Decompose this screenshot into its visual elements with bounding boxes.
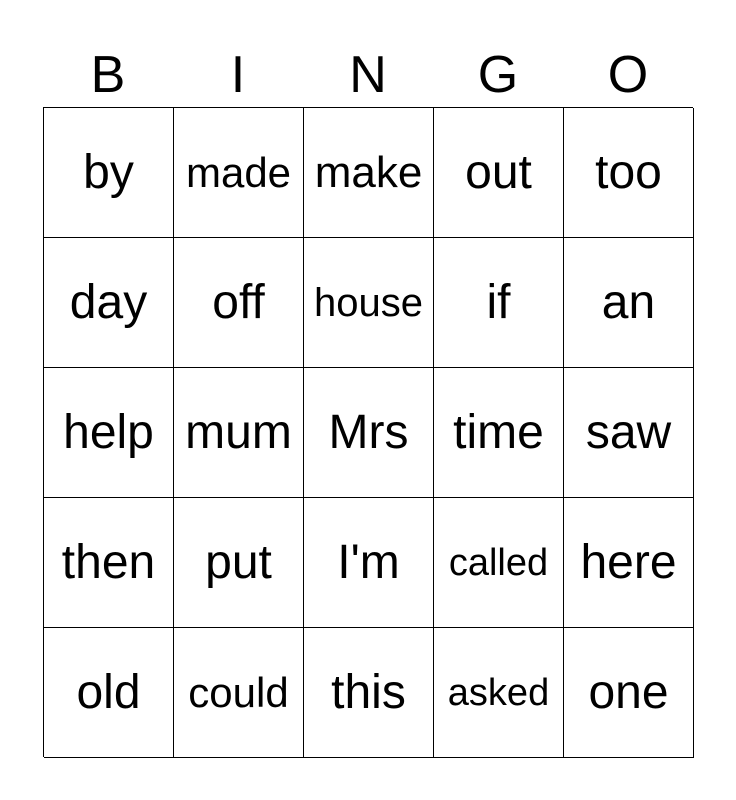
header-letter-n: N — [349, 46, 387, 104]
bingo-cell: help — [44, 368, 174, 498]
bingo-cell: too — [564, 108, 694, 238]
bingo-header — [43, 44, 693, 106]
bingo-cell: by — [44, 108, 174, 238]
bingo-cell: if — [434, 238, 564, 368]
bingo-cell: here — [564, 498, 694, 628]
bingo-cell: make — [304, 108, 434, 238]
header-letter-o: O — [607, 46, 649, 104]
bingo-cell: one — [564, 628, 694, 758]
bingo-cell: asked — [434, 628, 564, 758]
bingo-cell: made — [174, 108, 304, 238]
bingo-cell: house — [304, 238, 434, 368]
header-letter-i: I — [230, 46, 246, 104]
bingo-cell: saw — [564, 368, 694, 498]
bingo-cell: I'm — [304, 498, 434, 628]
bingo-cell: this — [304, 628, 434, 758]
bingo-cell: could — [174, 628, 304, 758]
bingo-cell: out — [434, 108, 564, 238]
header-letter-b: B — [90, 46, 126, 104]
header-letter-g: G — [477, 46, 519, 104]
bingo-cell: day — [44, 238, 174, 368]
bingo-cell: time — [434, 368, 564, 498]
bingo-cell: an — [564, 238, 694, 368]
bingo-cell: off — [174, 238, 304, 368]
bingo-cell: mum — [174, 368, 304, 498]
bingo-cell: called — [434, 498, 564, 628]
bingo-cell: old — [44, 628, 174, 758]
bingo-grid — [43, 107, 693, 757]
bingo-cell: put — [174, 498, 304, 628]
bingo-cell: then — [44, 498, 174, 628]
bingo-cell: Mrs — [304, 368, 434, 498]
